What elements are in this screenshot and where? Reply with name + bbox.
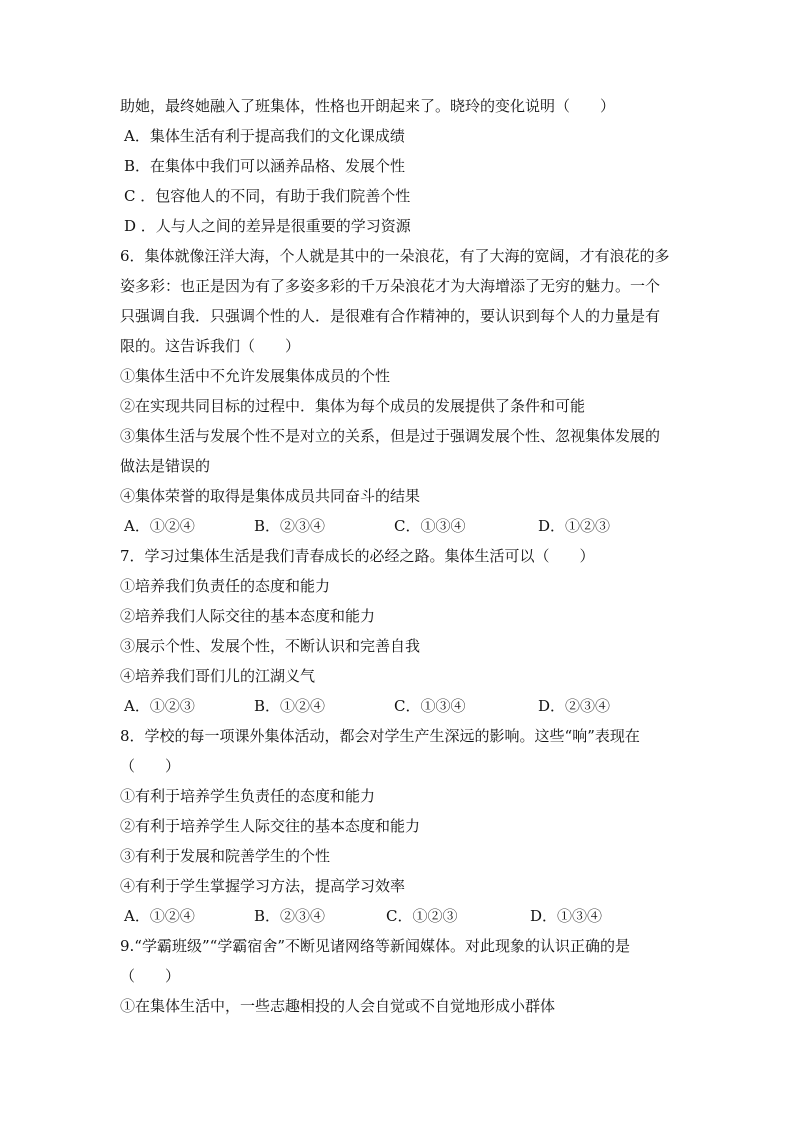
q5-option-d: D ．人与人之间的差异是很重要的学习资源 bbox=[124, 217, 411, 235]
q9-stem-line-2: （ ） bbox=[120, 967, 181, 985]
q8-stem-line-2: （ ） bbox=[120, 757, 181, 775]
q6-stem-line-4: 限的。这告诉我们（ ） bbox=[120, 337, 301, 355]
q8-options bbox=[124, 906, 644, 926]
q8-option-b: B．②③④ bbox=[254, 907, 326, 925]
q8-item-1: ①有利于培养学生负责任的态度和能力 bbox=[120, 787, 376, 805]
q5-option-a: A．集体生活有利于提高我们的文化课成绩 bbox=[124, 127, 405, 145]
q9-stem-line-1: 9.“学霸班级”“学霸宿舍”不断见诸网络等新闻媒体。对此现象的认识正确的是 bbox=[120, 937, 630, 955]
q6-option-c: C．①③④ bbox=[394, 517, 466, 535]
q6-options bbox=[124, 516, 644, 536]
q8-item-2: ②有利于培养学生人际交往的基本态度和能力 bbox=[120, 817, 421, 835]
q6-option-b: B．②③④ bbox=[254, 517, 326, 535]
q7-option-a: A．①②③ bbox=[124, 697, 195, 715]
q6-option-d: D．①②③ bbox=[538, 517, 611, 535]
q5-stem-tail: 助她，最终她融入了班集体，性格也开朗起来了。晓玲的变化说明（ ） bbox=[120, 97, 616, 115]
q6-stem-line-2: 姿多彩：也正是因为有了多姿多彩的千万朵浪花才为大海增添了无穷的魅力。一个 bbox=[120, 277, 661, 295]
q5-option-c: C ．包容他人的不同，有助于我们院善个性 bbox=[124, 187, 411, 205]
q7-option-d: D．②③④ bbox=[538, 697, 611, 715]
q7-options bbox=[124, 696, 644, 716]
q7-option-b: B．①②④ bbox=[254, 697, 326, 715]
q6-item-3-cont: 做法是错误的 bbox=[120, 457, 211, 475]
q7-option-c: C．①③④ bbox=[394, 697, 466, 715]
q8-option-c: C．①②③ bbox=[386, 907, 458, 925]
q7-item-2: ②培养我们人际交往的基本态度和能力 bbox=[120, 607, 376, 625]
q7-item-4: ④培养我们哥们儿的江湖义气 bbox=[120, 667, 316, 685]
q5-option-b: B．在集体中我们可以涵养品格、发展个性 bbox=[124, 157, 406, 175]
q8-item-4: ④有利于学生掌握学习方法，提高学习效率 bbox=[120, 877, 406, 895]
q8-option-d: D．①③④ bbox=[530, 907, 603, 925]
q8-item-3: ③有利于发展和院善学生的个性 bbox=[120, 847, 331, 865]
q6-stem-line-1: 6．集体就像汪洋大海，个人就是其中的一朵浪花，有了大海的宽阔，才有浪花的多 bbox=[120, 247, 670, 265]
q8-stem-line-1: 8．学校的每一项课外集体活动，都会对学生产生深远的影响。这些“响”表现在 bbox=[120, 727, 640, 745]
q8-option-a: A．①②④ bbox=[124, 907, 195, 925]
q7-item-1: ①培养我们负责任的态度和能力 bbox=[120, 577, 331, 595]
q6-option-a: A．①②④ bbox=[124, 517, 195, 535]
q6-item-3: ③集体生活与发展个性不是对立的关系，但是过于强调发展个性、忽视集体发展的 bbox=[120, 427, 661, 445]
q6-item-4: ④集体荣誉的取得是集体成员共同奋斗的结果 bbox=[120, 487, 421, 505]
q7-item-3: ③展示个性、发展个性，不断认识和完善自我 bbox=[120, 637, 421, 655]
q6-item-1: ①集体生活中不允许发展集体成员的个性 bbox=[120, 367, 391, 385]
q6-item-2: ②在实现共同目标的过程中．集体为每个成员的发展提供了条件和可能 bbox=[120, 397, 586, 415]
q9-item-1: ①在集体生活中，一些志趣相投的人会自觉或不自觉地形成小群体 bbox=[120, 997, 556, 1015]
q7-stem: 7．学习过集体生活是我们青春成长的必经之路。集体生活可以（ ） bbox=[120, 547, 595, 565]
q6-stem-line-3: 只强调自我．只强调个性的人．是很难有合作精神的，要认识到每个人的力量是有 bbox=[120, 307, 661, 325]
